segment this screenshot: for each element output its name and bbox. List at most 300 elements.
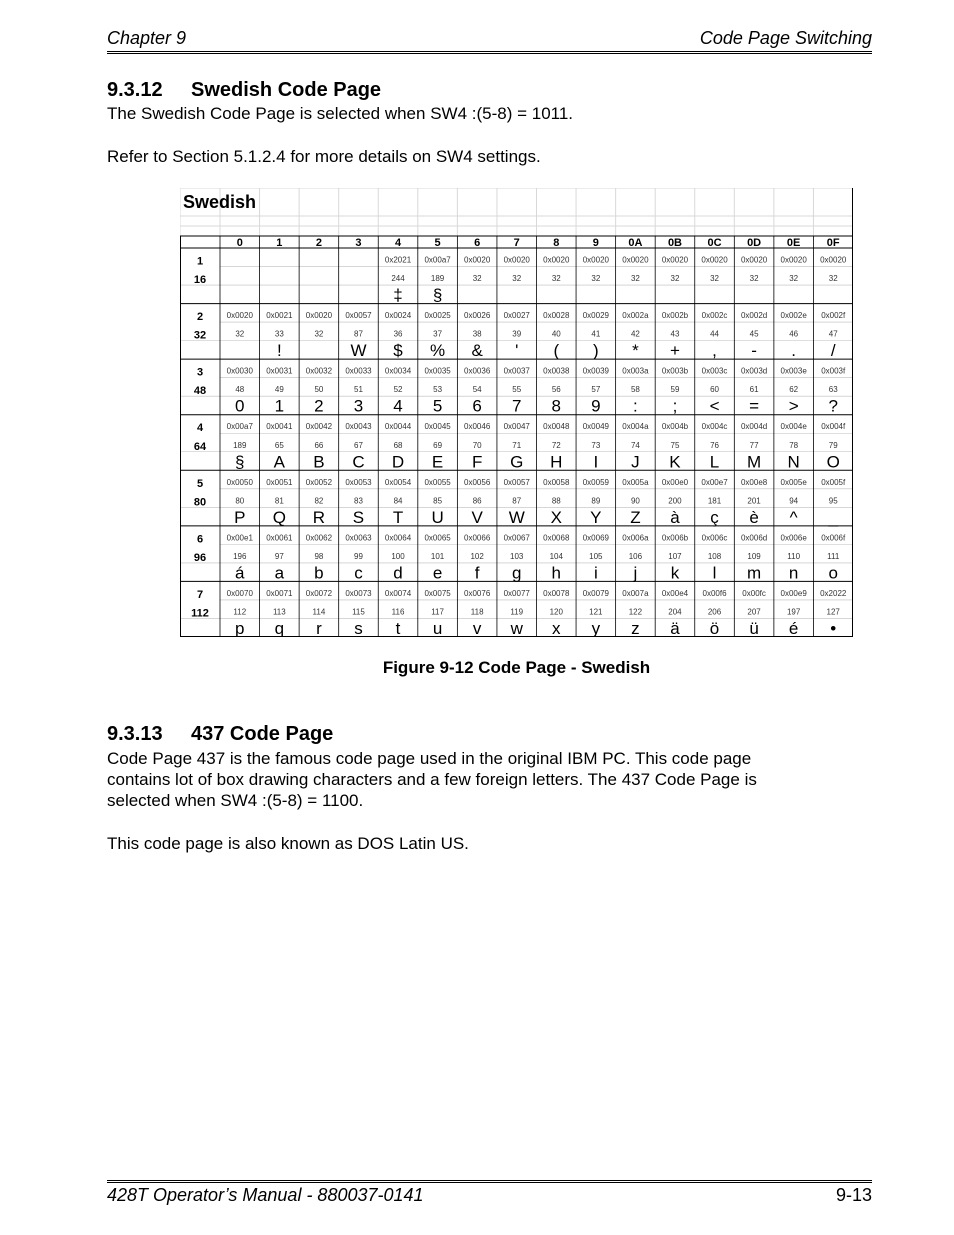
cell-decimal: 120 (549, 607, 563, 617)
cell-hex-code: 0x2021 (384, 255, 412, 265)
cell-glyph: , (712, 341, 717, 361)
cell-hex-code: 0x0043 (345, 422, 372, 432)
cell-decimal: 79 (828, 440, 838, 450)
cell-hex-code: 0x0072 (305, 588, 333, 598)
header-rule (107, 51, 872, 52)
cell-glyph: g (511, 563, 522, 583)
cell-glyph: § (432, 285, 443, 305)
cell-decimal: 121 (589, 607, 603, 617)
cell-hex-code: 0x0055 (424, 477, 451, 487)
cell-decimal: 61 (749, 385, 759, 395)
cell-glyph: _ (828, 507, 838, 527)
row-header-hex: 7 (196, 588, 204, 601)
cell-glyph: k (670, 563, 680, 583)
cell-decimal: 53 (433, 385, 443, 395)
cell-decimal: 71 (512, 440, 522, 450)
cell-glyph: . (791, 341, 797, 361)
cell-glyph: d (393, 563, 403, 583)
cell-glyph: W (508, 507, 525, 527)
chapter-title: Code Page Switching (699, 28, 872, 48)
cell-glyph: t (395, 619, 401, 637)
cell-glyph: n (788, 563, 799, 583)
cell-decimal: 32 (314, 329, 324, 339)
cell-decimal: 67 (354, 440, 363, 450)
cell-glyph: h (551, 563, 562, 583)
cell-decimal: 102 (470, 551, 484, 561)
cell-hex-code: 0x002d (740, 311, 768, 321)
cell-hex-code: 0x002c (701, 311, 728, 321)
cell-glyph: K (669, 452, 681, 472)
cell-glyph: N (787, 452, 800, 472)
cell-glyph: ^ (789, 507, 798, 527)
cell-glyph: r (316, 619, 322, 637)
cell-hex-code: 0x0020 (661, 255, 689, 265)
column-header: 1 (276, 237, 283, 249)
cell-decimal: 87 (354, 329, 363, 339)
cell-hex-code: 0x0048 (543, 422, 570, 432)
cell-decimal: 75 (670, 440, 680, 450)
cell-decimal: 127 (826, 607, 840, 617)
cell-decimal: 32 (630, 274, 640, 284)
cell-hex-code: 0x0025 (424, 311, 451, 321)
cell-decimal: 204 (668, 607, 682, 617)
cell-glyph: = (749, 396, 760, 416)
cell-hex-code: 0x0049 (582, 422, 609, 432)
cell-decimal: 44 (710, 329, 719, 339)
cell-hex-code: 0x0067 (503, 533, 530, 543)
section-heading-swedish (107, 79, 381, 102)
cell-decimal: 48 (235, 385, 245, 395)
cell-hex-code: 0x0020 (740, 255, 768, 265)
cell-hex-code: 0x0069 (582, 533, 609, 543)
cell-decimal: 81 (274, 496, 284, 506)
cell-hex-code: 0x0035 (424, 366, 451, 376)
cell-hex-code: 0x0057 (345, 311, 372, 321)
cell-glyph: l (712, 563, 717, 583)
cell-hex-code: 0x0075 (424, 588, 451, 598)
cell-hex-code: 0x0020 (503, 255, 530, 265)
cell-hex-code: 0x0065 (424, 533, 451, 543)
cell-glyph: y (591, 619, 601, 637)
cell-decimal: 116 (391, 607, 405, 617)
cell-decimal: 88 (551, 496, 561, 506)
row-header-hex: 1 (196, 255, 204, 268)
cell-glyph: + (670, 341, 680, 361)
column-header: 9 (592, 237, 599, 249)
cell-hex-code: 0x0020 (305, 311, 333, 321)
cell-glyph: B (313, 452, 325, 472)
cell-hex-code: 0x00e8 (740, 477, 768, 487)
cell-glyph: W (350, 341, 367, 361)
cell-decimal: 97 (274, 551, 284, 561)
cell-hex-code: 0x0032 (305, 366, 333, 376)
cell-decimal: 50 (314, 385, 324, 395)
cell-decimal: 32 (710, 274, 719, 284)
cell-hex-code: 0x004a (622, 422, 649, 432)
paragraph-line: selected when SW4 :(5-8) = 1100. (107, 791, 364, 810)
cell-decimal: 32 (235, 329, 245, 339)
cell-decimal: 38 (472, 329, 482, 339)
cell-decimal: 82 (314, 496, 324, 506)
cell-hex-code: 0x0053 (345, 477, 372, 487)
cell-hex-code: 0x002e (780, 311, 807, 321)
cell-decimal: 32 (749, 274, 759, 284)
cell-glyph: o (828, 563, 838, 583)
cell-glyph: 3 (353, 396, 364, 416)
page-number: 9-13 (835, 1185, 872, 1205)
cell-glyph: 4 (393, 396, 403, 416)
cell-decimal: 86 (472, 496, 482, 506)
cell-decimal: 206 (707, 607, 722, 617)
cell-glyph: $ (393, 341, 403, 361)
cell-decimal: 197 (786, 607, 801, 617)
cell-decimal: 77 (749, 440, 759, 450)
cell-hex-code: 0x0057 (503, 477, 530, 487)
cell-hex-code: 0x0020 (582, 255, 609, 265)
cell-glyph: z (631, 619, 640, 637)
cell-hex-code: 0x0077 (503, 588, 530, 598)
cell-decimal: 76 (710, 440, 719, 450)
cell-decimal: 106 (628, 551, 643, 561)
column-header: 0D (747, 237, 762, 249)
cell-decimal: 41 (591, 329, 601, 339)
cell-glyph: C (352, 452, 365, 472)
column-header: 0E (786, 237, 801, 249)
cell-hex-code: 0x0062 (305, 533, 333, 543)
cell-hex-code: 0x0079 (582, 588, 609, 598)
cell-hex-code: 0x0028 (543, 311, 570, 321)
cell-decimal: 103 (510, 551, 524, 561)
cell-glyph: x (552, 619, 561, 637)
cell-decimal: 244 (391, 274, 405, 284)
cell-glyph: 0 (235, 396, 245, 416)
chapter-label: Chapter 9 (107, 28, 187, 48)
cell-hex-code: 0x0033 (345, 366, 372, 376)
cell-hex-code: 0x0041 (266, 422, 293, 432)
section-heading-437 (107, 723, 333, 746)
cell-hex-code: 0x0020 (622, 255, 649, 265)
cell-decimal: 51 (354, 385, 363, 395)
cell-decimal: 114 (312, 607, 326, 617)
cell-decimal: 39 (512, 329, 522, 339)
cell-decimal: 65 (274, 440, 284, 450)
cell-hex-code: 0x003f (821, 366, 846, 376)
cell-hex-code: 0x0020 (464, 255, 491, 265)
cell-hex-code: 0x003b (661, 366, 689, 376)
cell-hex-code: 0x0020 (780, 255, 807, 265)
cell-glyph: ç (710, 507, 719, 527)
cell-glyph: 9 (591, 396, 601, 416)
cell-hex-code: 0x003d (740, 366, 768, 376)
cell-hex-code: 0x0030 (226, 366, 253, 376)
cell-hex-code: 0x0063 (345, 533, 372, 543)
cell-hex-code: 0x00e9 (780, 588, 807, 598)
cell-hex-code: 0x007a (622, 588, 649, 598)
cell-glyph: 8 (551, 396, 562, 416)
row-header-hex: 2 (196, 311, 204, 324)
cell-decimal: 207 (747, 607, 761, 617)
cell-hex-code: 0x0029 (582, 311, 609, 321)
cell-hex-code: 0x0071 (266, 588, 293, 598)
cell-hex-code: 0x00f6 (702, 588, 727, 598)
cell-decimal: 118 (470, 607, 484, 617)
cell-glyph: 7 (511, 396, 522, 416)
cell-decimal: 94 (789, 496, 799, 506)
column-header: 7 (513, 237, 520, 249)
cell-hex-code: 0x00e1 (226, 533, 253, 543)
cell-glyph: é (788, 619, 799, 637)
cell-decimal: 90 (630, 496, 640, 506)
cell-decimal: 32 (789, 274, 799, 284)
cell-hex-code: 0x0020 (226, 311, 253, 321)
cell-glyph: ) (593, 341, 599, 361)
row-header-dec: 80 (193, 496, 207, 509)
cell-glyph: b (314, 563, 324, 583)
cell-hex-code: 0x006c (701, 533, 728, 543)
cell-glyph: R (312, 507, 326, 527)
manual-title: 428T Operator’s Manual - 880037-0141 (107, 1185, 424, 1205)
cell-glyph: > (788, 396, 799, 416)
cell-decimal: 201 (747, 496, 761, 506)
cell-decimal: 60 (710, 385, 719, 395)
cell-glyph: ‡ (393, 285, 403, 305)
cell-glyph: T (392, 507, 404, 527)
cell-glyph: • (830, 619, 837, 637)
cell-decimal: 56 (551, 385, 561, 395)
cell-hex-code: 0x002b (661, 311, 689, 321)
cell-hex-code: 0x002a (622, 311, 649, 321)
cell-decimal: 122 (628, 607, 643, 617)
cell-decimal: 112 (233, 607, 247, 617)
cell-decimal: 63 (828, 385, 838, 395)
footer-rule-2 (107, 1182, 872, 1183)
cell-glyph: X (550, 507, 562, 527)
cell-hex-code: 0x004d (740, 422, 768, 432)
cell-glyph: § (235, 452, 245, 472)
cell-hex-code: 0x0051 (266, 477, 293, 487)
figure-caption: Figure 9-12 Code Page - Swedish (382, 658, 651, 677)
cell-decimal: 58 (630, 385, 640, 395)
row-header-hex: 3 (196, 366, 204, 379)
cell-decimal: 45 (749, 329, 759, 339)
cell-hex-code: 0x0036 (464, 366, 491, 376)
cell-hex-code: 0x00e4 (661, 588, 689, 598)
cell-decimal: 110 (787, 551, 801, 561)
cell-hex-code: 0x0020 (543, 255, 570, 265)
cell-hex-code: 0x0045 (424, 422, 451, 432)
cell-decimal: 115 (352, 607, 365, 617)
cell-decimal: 119 (510, 607, 524, 617)
cell-decimal: 32 (472, 274, 482, 284)
cell-glyph: - (751, 341, 757, 361)
cell-glyph: c (354, 563, 363, 583)
cell-decimal: 84 (393, 496, 403, 506)
cell-decimal: 32 (670, 274, 680, 284)
cell-decimal: 89 (591, 496, 601, 506)
row-header-dec: 112 (191, 607, 209, 620)
cell-glyph: 5 (432, 396, 443, 416)
cell-glyph: ' (515, 341, 519, 361)
cell-glyph: i (593, 563, 598, 583)
cell-hex-code: 0x0078 (543, 588, 570, 598)
cell-decimal: 49 (274, 385, 284, 395)
cell-glyph: ä (670, 619, 680, 637)
cell-decimal: 42 (630, 329, 640, 339)
cell-decimal: 196 (233, 551, 247, 561)
cell-hex-code: 0x005e (780, 477, 807, 487)
cell-decimal: 113 (272, 607, 286, 617)
cell-glyph: S (352, 507, 365, 527)
column-header: 4 (394, 237, 402, 249)
cell-glyph: : (633, 396, 638, 416)
cell-glyph: j (633, 563, 638, 583)
cell-glyph: Z (630, 507, 641, 527)
cell-hex-code: 0x004c (701, 422, 728, 432)
cell-hex-code: 0x0052 (305, 477, 333, 487)
cell-glyph: u (432, 619, 443, 637)
column-header: 0 (236, 237, 243, 249)
cell-hex-code: 0x006b (661, 533, 689, 543)
paragraph: This code page is also known as DOS Latin US. (107, 834, 469, 853)
cell-hex-code: 0x0073 (345, 588, 372, 598)
cell-decimal: 52 (393, 385, 403, 395)
cell-decimal: 70 (472, 440, 482, 450)
cell-hex-code: 0x0026 (464, 311, 491, 321)
cell-hex-code: 0x0050 (226, 477, 253, 487)
cell-decimal: 99 (354, 551, 363, 561)
cell-hex-code: 0x0020 (701, 255, 728, 265)
column-header: 5 (434, 237, 441, 249)
cell-hex-code: 0x006e (780, 533, 807, 543)
cell-hex-code: 0x00a7 (424, 255, 451, 265)
cell-glyph: < (709, 396, 720, 416)
row-header-hex: 4 (196, 422, 204, 435)
cell-glyph: Q (272, 507, 286, 527)
header-rule-2 (107, 53, 872, 54)
cell-glyph: v (472, 619, 482, 637)
cell-hex-code: 0x006f (821, 533, 846, 543)
cell-hex-code: 0x0068 (543, 533, 570, 543)
cell-hex-code: 0x003c (701, 366, 728, 376)
cell-hex-code: 0x0044 (384, 422, 412, 432)
cell-hex-code: 0x0047 (503, 422, 530, 432)
cell-glyph: E (431, 452, 444, 472)
cell-decimal: 108 (707, 551, 722, 561)
cell-glyph: ! (276, 341, 282, 361)
cell-glyph: ö (709, 619, 720, 637)
cell-glyph: w (510, 619, 523, 637)
row-header-hex: 6 (196, 533, 204, 546)
cell-hex-code: 0x003a (622, 366, 649, 376)
cell-decimal: 36 (393, 329, 403, 339)
column-header: 8 (553, 237, 560, 249)
cell-hex-code: 0x00fc (742, 588, 766, 598)
row-header-dec: 64 (193, 440, 207, 453)
cell-hex-code: 0x0027 (503, 311, 530, 321)
cell-decimal: 200 (668, 496, 682, 506)
cell-glyph: I (593, 452, 599, 472)
cell-glyph: p (235, 619, 245, 637)
cell-glyph: q (274, 619, 285, 637)
paragraph: The Swedish Code Page is selected when SW4 :(5-8) = 1011. (107, 104, 574, 123)
cell-hex-code: 0x0061 (266, 533, 293, 543)
cell-decimal: 105 (589, 551, 603, 561)
cell-glyph: % (430, 341, 446, 361)
cell-hex-code: 0x0070 (226, 588, 253, 598)
cell-hex-code: 0x006d (740, 533, 768, 543)
cell-decimal: 95 (828, 496, 838, 506)
section-number: 9.3.12 (107, 79, 163, 101)
cell-glyph: ? (828, 396, 838, 416)
cell-hex-code: 0x0020 (820, 255, 847, 265)
cell-glyph: V (471, 507, 483, 527)
cell-glyph: 1 (274, 396, 285, 416)
cell-glyph: ü (749, 619, 759, 637)
column-header: 6 (474, 237, 481, 249)
cell-glyph: / (830, 341, 836, 361)
cell-hex-code: 0x004e (780, 422, 807, 432)
cell-decimal: 32 (828, 274, 838, 284)
cell-decimal: 107 (668, 551, 682, 561)
cell-hex-code: 0x0046 (464, 422, 491, 432)
cell-decimal: 55 (512, 385, 522, 395)
cell-decimal: 100 (391, 551, 405, 561)
cell-glyph: Y (590, 507, 602, 527)
cell-hex-code: 0x003e (780, 366, 807, 376)
code-page-figure (180, 188, 853, 637)
cell-decimal: 80 (235, 496, 245, 506)
cell-decimal: 32 (512, 274, 522, 284)
cell-glyph: à (670, 507, 680, 527)
cell-decimal: 57 (591, 385, 601, 395)
cell-glyph: * (632, 341, 639, 361)
cell-decimal: 43 (670, 329, 680, 339)
cell-hex-code: 0x0058 (543, 477, 570, 487)
cell-hex-code: 0x0064 (384, 533, 412, 543)
cell-glyph: m (747, 563, 762, 583)
cell-hex-code: 0x0056 (464, 477, 491, 487)
column-header: 0C (707, 237, 722, 249)
cell-glyph: s (354, 619, 363, 637)
cell-hex-code: 0x0042 (305, 422, 333, 432)
cell-decimal: 73 (591, 440, 601, 450)
cell-glyph: F (471, 452, 483, 472)
figure-title: Swedish (183, 192, 257, 212)
section-number: 9.3.13 (107, 723, 163, 745)
footer-rule (107, 1180, 872, 1181)
cell-glyph: P (234, 507, 246, 527)
paragraph: Refer to Section 5.1.2.4 for more details on SW4 settings. (107, 147, 541, 166)
cell-hex-code: 0x005f (821, 477, 846, 487)
cell-decimal: 104 (549, 551, 563, 561)
cell-hex-code: 0x0031 (266, 366, 293, 376)
cell-glyph: 6 (472, 396, 482, 416)
column-header: 0B (667, 237, 682, 249)
cell-glyph: L (709, 452, 720, 472)
cell-hex-code: 0x0074 (384, 588, 412, 598)
column-header: 2 (315, 237, 322, 249)
cell-hex-code: 0x00e0 (661, 477, 689, 487)
cell-hex-code: 0x0037 (503, 366, 530, 376)
row-header-dec: 48 (193, 385, 207, 398)
cell-decimal: 46 (789, 329, 799, 339)
row-header-hex: 5 (196, 477, 204, 490)
cell-hex-code: 0x00e7 (701, 477, 728, 487)
cell-decimal: 72 (551, 440, 561, 450)
cell-glyph: ( (553, 341, 560, 361)
cell-glyph: U (431, 507, 444, 527)
cell-decimal: 40 (551, 329, 561, 339)
